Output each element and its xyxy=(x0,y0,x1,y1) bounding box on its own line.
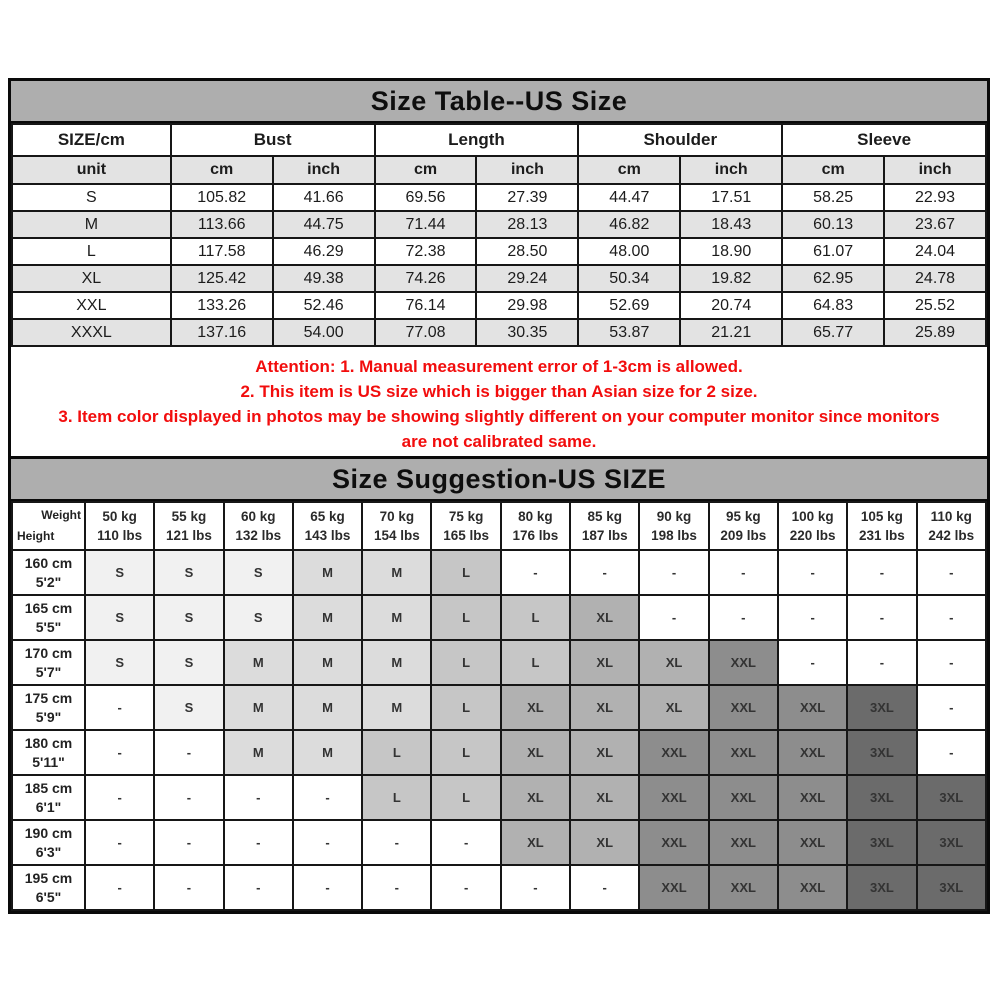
attention-line: Attention: 1. Manual measurement error of 1-3cm is allowed. xyxy=(255,357,743,376)
suggested-size-cell: XXL xyxy=(709,730,778,775)
weight-header-cell xyxy=(224,502,293,550)
suggested-size-cell: S xyxy=(154,685,223,730)
measurement-cell: 137.16 xyxy=(171,319,273,346)
no-size-cell: - xyxy=(639,550,708,595)
suggested-size-cell: S xyxy=(154,595,223,640)
height-cm: 195 cm xyxy=(24,869,73,886)
suggested-size-cell: 3XL xyxy=(917,775,986,820)
measurement-cell: 60.13 xyxy=(782,211,884,238)
no-size-cell: - xyxy=(85,820,154,865)
suggestion-row xyxy=(12,640,986,685)
measurement-cell: 25.89 xyxy=(884,319,986,346)
height-header-cell xyxy=(12,685,85,730)
no-size-cell: - xyxy=(570,550,639,595)
suggested-size-cell: XXL xyxy=(709,640,778,685)
group-header-cell: SIZE/cm xyxy=(12,124,171,156)
suggested-size-cell: S xyxy=(224,550,293,595)
suggested-size-cell: XXL xyxy=(639,775,708,820)
measurement-cell: 72.38 xyxy=(375,238,477,265)
no-size-cell: - xyxy=(154,820,223,865)
no-size-cell: - xyxy=(917,640,986,685)
no-size-cell: - xyxy=(85,775,154,820)
weight-kg: 100 kg xyxy=(791,509,834,524)
height-ft: 6'3" xyxy=(35,843,62,860)
size-label-cell: L xyxy=(12,238,171,265)
measurement-cell: 46.82 xyxy=(578,211,680,238)
suggested-size-cell: XL xyxy=(639,685,708,730)
measurement-cell: 71.44 xyxy=(375,211,477,238)
suggested-size-cell: XL xyxy=(639,640,708,685)
weight-kg: 90 kg xyxy=(656,509,692,524)
suggested-size-cell: XXL xyxy=(639,820,708,865)
suggested-size-cell: XL xyxy=(501,730,570,775)
weight-kg: 75 kg xyxy=(448,509,484,524)
measurement-cell: 58.25 xyxy=(782,184,884,211)
weight-lbs: 165 lbs xyxy=(443,528,490,543)
suggested-size-cell: M xyxy=(224,730,293,775)
height-header-cell xyxy=(12,820,85,865)
measurement-cell: 61.07 xyxy=(782,238,884,265)
suggested-size-cell: S xyxy=(224,595,293,640)
height-header-cell xyxy=(12,775,85,820)
suggested-size-cell: XL xyxy=(570,730,639,775)
suggested-size-cell: L xyxy=(362,775,431,820)
measurement-cell: 65.77 xyxy=(782,319,884,346)
weight-kg: 80 kg xyxy=(518,509,553,524)
suggested-size-cell: S xyxy=(85,595,154,640)
suggestion-row xyxy=(12,865,986,910)
no-size-cell: - xyxy=(362,820,431,865)
measurement-cell: 28.13 xyxy=(476,211,578,238)
suggested-size-cell: 3XL xyxy=(847,730,916,775)
unit-header-row xyxy=(12,156,986,184)
weight-kg: 60 kg xyxy=(240,509,276,524)
measurement-cell: 62.95 xyxy=(782,265,884,292)
suggested-size-cell: XXL xyxy=(639,865,708,910)
suggested-size-cell: L xyxy=(362,730,431,775)
suggested-size-cell: XXL xyxy=(778,820,847,865)
measurement-cell: 64.83 xyxy=(782,292,884,319)
weight-lbs: 231 lbs xyxy=(859,528,905,543)
suggested-size-cell: M xyxy=(224,640,293,685)
size-table xyxy=(11,123,987,347)
height-cm: 180 cm xyxy=(24,734,73,751)
suggested-size-cell: 3XL xyxy=(847,775,916,820)
no-size-cell: - xyxy=(85,685,154,730)
suggested-size-cell: XL xyxy=(570,640,639,685)
suggested-size-cell: M xyxy=(293,730,362,775)
weight-header-cell xyxy=(431,502,500,550)
unit-header-cell: unit xyxy=(12,156,171,184)
no-size-cell: - xyxy=(778,640,847,685)
height-cm: 185 cm xyxy=(24,779,73,796)
weight-lbs: 220 lbs xyxy=(789,528,836,543)
suggestion-row xyxy=(12,820,986,865)
size-table-panel xyxy=(8,78,990,466)
height-ft: 5'11" xyxy=(32,753,65,770)
size-suggestion-panel xyxy=(8,456,990,914)
weight-header-cell xyxy=(154,502,223,550)
height-ft: 5'7" xyxy=(35,663,62,680)
no-size-cell: - xyxy=(917,730,986,775)
suggested-size-cell: S xyxy=(154,640,223,685)
no-size-cell: - xyxy=(224,775,293,820)
no-size-cell: - xyxy=(778,595,847,640)
no-size-cell: - xyxy=(917,550,986,595)
weight-header-cell xyxy=(570,502,639,550)
measurement-cell: 28.50 xyxy=(476,238,578,265)
suggested-size-cell: XXL xyxy=(709,820,778,865)
no-size-cell: - xyxy=(917,595,986,640)
no-size-cell: - xyxy=(293,820,362,865)
suggested-size-cell: M xyxy=(362,685,431,730)
height-ft: 5'2" xyxy=(35,573,62,590)
size-label-cell: XXXL xyxy=(12,319,171,346)
height-header-cell xyxy=(12,730,85,775)
measurement-cell: 21.21 xyxy=(680,319,782,346)
suggested-size-cell: M xyxy=(362,595,431,640)
weight-header-cell xyxy=(847,502,916,550)
group-header-cell: Sleeve xyxy=(782,124,986,156)
suggested-size-cell: XXL xyxy=(709,685,778,730)
weight-kg: 95 kg xyxy=(726,509,761,524)
weight-kg: 50 kg xyxy=(102,509,137,524)
size-label-cell: XXL xyxy=(12,292,171,319)
suggested-size-cell: M xyxy=(293,595,362,640)
measurement-cell: 44.75 xyxy=(273,211,375,238)
attention-line: 3. Item color displayed in photos may be showing slightly different on your computer monitor since monitors xyxy=(58,407,940,426)
suggested-size-cell: XXL xyxy=(778,865,847,910)
no-size-cell: - xyxy=(709,550,778,595)
size-suggestion-title: Size Suggestion-US SIZE xyxy=(11,459,987,501)
measurement-cell: 25.52 xyxy=(884,292,986,319)
weight-lbs: 110 lbs xyxy=(97,528,143,543)
suggested-size-cell: S xyxy=(85,640,154,685)
unit-header-cell: inch xyxy=(476,156,578,184)
weight-kg: 55 kg xyxy=(171,509,207,524)
suggested-size-cell: XL xyxy=(570,595,639,640)
measurement-cell: 76.14 xyxy=(375,292,477,319)
no-size-cell: - xyxy=(917,685,986,730)
suggested-size-cell: XL xyxy=(501,685,570,730)
size-table-row xyxy=(12,265,986,292)
height-ft: 5'5" xyxy=(35,618,62,635)
suggested-size-cell: XL xyxy=(570,820,639,865)
no-size-cell: - xyxy=(639,595,708,640)
weight-header-cell xyxy=(85,502,154,550)
suggested-size-cell: M xyxy=(362,640,431,685)
suggested-size-cell: XL xyxy=(501,775,570,820)
weight-kg: 65 kg xyxy=(310,509,345,524)
measurement-cell: 46.29 xyxy=(273,238,375,265)
suggested-size-cell: XXL xyxy=(778,775,847,820)
measurement-cell: 24.04 xyxy=(884,238,986,265)
suggested-size-cell: 3XL xyxy=(847,820,916,865)
attention-line: 2. This item is US size which is bigger than Asian size for 2 size. xyxy=(240,382,758,401)
unit-header-cell: inch xyxy=(680,156,782,184)
measurement-cell: 74.26 xyxy=(375,265,477,292)
height-ft: 6'1" xyxy=(35,798,62,815)
group-header-cell: Shoulder xyxy=(578,124,782,156)
weight-header-cell xyxy=(293,502,362,550)
measurement-cell: 53.87 xyxy=(578,319,680,346)
height-cm: 160 cm xyxy=(24,554,73,571)
weight-lbs: 132 lbs xyxy=(235,528,282,543)
weight-header-cell xyxy=(362,502,431,550)
measurement-cell: 18.43 xyxy=(680,211,782,238)
weight-kg: 110 kg xyxy=(930,509,972,524)
suggested-size-cell: S xyxy=(85,550,154,595)
measurement-cell: 49.38 xyxy=(273,265,375,292)
measurement-cell: 17.51 xyxy=(680,184,782,211)
size-table-row xyxy=(12,184,986,211)
unit-header-cell: inch xyxy=(884,156,986,184)
height-cm: 170 cm xyxy=(24,644,73,661)
weight-kg: 70 kg xyxy=(379,509,415,524)
weight-header-cell xyxy=(501,502,570,550)
measurement-cell: 27.39 xyxy=(476,184,578,211)
weight-height-corner-cell xyxy=(12,502,85,550)
measurement-cell: 113.66 xyxy=(171,211,273,238)
no-size-cell: - xyxy=(85,865,154,910)
unit-header-cell: inch xyxy=(273,156,375,184)
no-size-cell: - xyxy=(224,820,293,865)
suggestion-row xyxy=(12,595,986,640)
weight-kg: 85 kg xyxy=(587,509,622,524)
height-ft: 5'9" xyxy=(35,708,62,725)
measurement-cell: 117.58 xyxy=(171,238,273,265)
height-cm: 165 cm xyxy=(24,599,73,616)
weight-lbs: 143 lbs xyxy=(304,528,351,543)
unit-header-cell: cm xyxy=(375,156,477,184)
suggestion-row xyxy=(12,685,986,730)
size-table-title: Size Table--US Size xyxy=(11,81,987,123)
suggested-size-cell: 3XL xyxy=(847,865,916,910)
size-table-row xyxy=(12,238,986,265)
no-size-cell: - xyxy=(431,820,500,865)
measurement-cell: 41.66 xyxy=(273,184,375,211)
measurement-cell: 77.08 xyxy=(375,319,477,346)
suggested-size-cell: S xyxy=(154,550,223,595)
no-size-cell: - xyxy=(224,865,293,910)
no-size-cell: - xyxy=(431,865,500,910)
suggested-size-cell: M xyxy=(293,640,362,685)
size-table-header xyxy=(12,124,986,184)
weight-lbs: 187 lbs xyxy=(581,528,628,543)
weight-lbs: 209 lbs xyxy=(720,528,767,543)
suggested-size-cell: L xyxy=(501,595,570,640)
weight-lbs: 176 lbs xyxy=(512,528,559,543)
measurement-cell: 50.34 xyxy=(578,265,680,292)
height-header-cell xyxy=(12,865,85,910)
weight-header-cell xyxy=(917,502,986,550)
suggested-size-cell: L xyxy=(501,640,570,685)
measurement-cell: 24.78 xyxy=(884,265,986,292)
height-cm: 190 cm xyxy=(24,824,73,841)
weight-header-cell xyxy=(778,502,847,550)
measurement-cell: 69.56 xyxy=(375,184,477,211)
measurement-cell: 22.93 xyxy=(884,184,986,211)
group-header-cell: Length xyxy=(375,124,579,156)
suggested-size-cell: M xyxy=(293,550,362,595)
no-size-cell: - xyxy=(154,865,223,910)
measurement-cell: 19.82 xyxy=(680,265,782,292)
no-size-cell: - xyxy=(154,730,223,775)
measurement-cell: 44.47 xyxy=(578,184,680,211)
size-table-row xyxy=(12,211,986,238)
attention-line: are not calibrated same. xyxy=(401,432,597,451)
suggested-size-cell: XXL xyxy=(709,775,778,820)
size-suggestion-table xyxy=(11,501,987,911)
weight-kg: 105 kg xyxy=(860,509,903,524)
suggested-size-cell: L xyxy=(431,775,500,820)
measurement-cell: 125.42 xyxy=(171,265,273,292)
size-label-cell: S xyxy=(12,184,171,211)
suggested-size-cell: M xyxy=(224,685,293,730)
suggestion-row xyxy=(12,730,986,775)
suggested-size-cell: 3XL xyxy=(917,865,986,910)
suggested-size-cell: L xyxy=(431,685,500,730)
size-suggestion-header xyxy=(12,502,986,550)
suggested-size-cell: XL xyxy=(570,775,639,820)
suggested-size-cell: M xyxy=(362,550,431,595)
weight-lbs: 154 lbs xyxy=(373,528,420,543)
measurement-cell: 52.69 xyxy=(578,292,680,319)
suggested-size-cell: L xyxy=(431,640,500,685)
suggested-size-cell: M xyxy=(293,685,362,730)
height-header-cell xyxy=(12,550,85,595)
measurement-cell: 54.00 xyxy=(273,319,375,346)
unit-header-cell: cm xyxy=(578,156,680,184)
group-header-row xyxy=(12,124,986,156)
measurement-cell: 29.24 xyxy=(476,265,578,292)
measurement-cell: 18.90 xyxy=(680,238,782,265)
weight-lbs: 121 lbs xyxy=(166,528,212,543)
measurement-cell: 30.35 xyxy=(476,319,578,346)
no-size-cell: - xyxy=(847,550,916,595)
suggested-size-cell: L xyxy=(431,595,500,640)
height-header-cell xyxy=(12,640,85,685)
size-label-cell: XL xyxy=(12,265,171,292)
suggested-size-cell: L xyxy=(431,550,500,595)
corner-weight-label: Weight xyxy=(41,508,81,522)
measurement-cell: 48.00 xyxy=(578,238,680,265)
size-suggestion-body xyxy=(12,550,986,910)
suggested-size-cell: XXL xyxy=(778,730,847,775)
size-label-cell: M xyxy=(12,211,171,238)
no-size-cell: - xyxy=(709,595,778,640)
no-size-cell: - xyxy=(778,550,847,595)
suggested-size-cell: XXL xyxy=(639,730,708,775)
suggestion-row xyxy=(12,775,986,820)
suggested-size-cell: L xyxy=(431,730,500,775)
suggested-size-cell: XXL xyxy=(709,865,778,910)
suggestion-row xyxy=(12,550,986,595)
size-table-row xyxy=(12,292,986,319)
suggested-size-cell: XXL xyxy=(778,685,847,730)
no-size-cell: - xyxy=(847,640,916,685)
no-size-cell: - xyxy=(293,865,362,910)
no-size-cell: - xyxy=(847,595,916,640)
no-size-cell: - xyxy=(293,775,362,820)
weight-lbs: 242 lbs xyxy=(928,528,975,543)
corner-height-label: Height xyxy=(17,529,55,543)
no-size-cell: - xyxy=(570,865,639,910)
unit-header-cell: cm xyxy=(782,156,884,184)
attention-notes xyxy=(11,347,987,463)
height-header-cell xyxy=(12,595,85,640)
measurement-cell: 52.46 xyxy=(273,292,375,319)
no-size-cell: - xyxy=(85,730,154,775)
suggested-size-cell: 3XL xyxy=(917,820,986,865)
size-table-row xyxy=(12,319,986,346)
group-header-cell: Bust xyxy=(171,124,375,156)
measurement-cell: 29.98 xyxy=(476,292,578,319)
no-size-cell: - xyxy=(501,865,570,910)
measurement-cell: 23.67 xyxy=(884,211,986,238)
height-ft: 6'5" xyxy=(35,888,62,905)
no-size-cell: - xyxy=(501,550,570,595)
unit-header-cell: cm xyxy=(171,156,273,184)
suggested-size-cell: 3XL xyxy=(847,685,916,730)
size-table-body xyxy=(12,184,986,346)
measurement-cell: 105.82 xyxy=(171,184,273,211)
weight-lbs: 198 lbs xyxy=(651,528,697,543)
weight-header-cell xyxy=(709,502,778,550)
measurement-cell: 133.26 xyxy=(171,292,273,319)
no-size-cell: - xyxy=(154,775,223,820)
measurement-cell: 20.74 xyxy=(680,292,782,319)
weight-header-cell xyxy=(639,502,708,550)
suggested-size-cell: XL xyxy=(570,685,639,730)
no-size-cell: - xyxy=(362,865,431,910)
height-cm: 175 cm xyxy=(24,689,73,706)
suggested-size-cell: XL xyxy=(501,820,570,865)
